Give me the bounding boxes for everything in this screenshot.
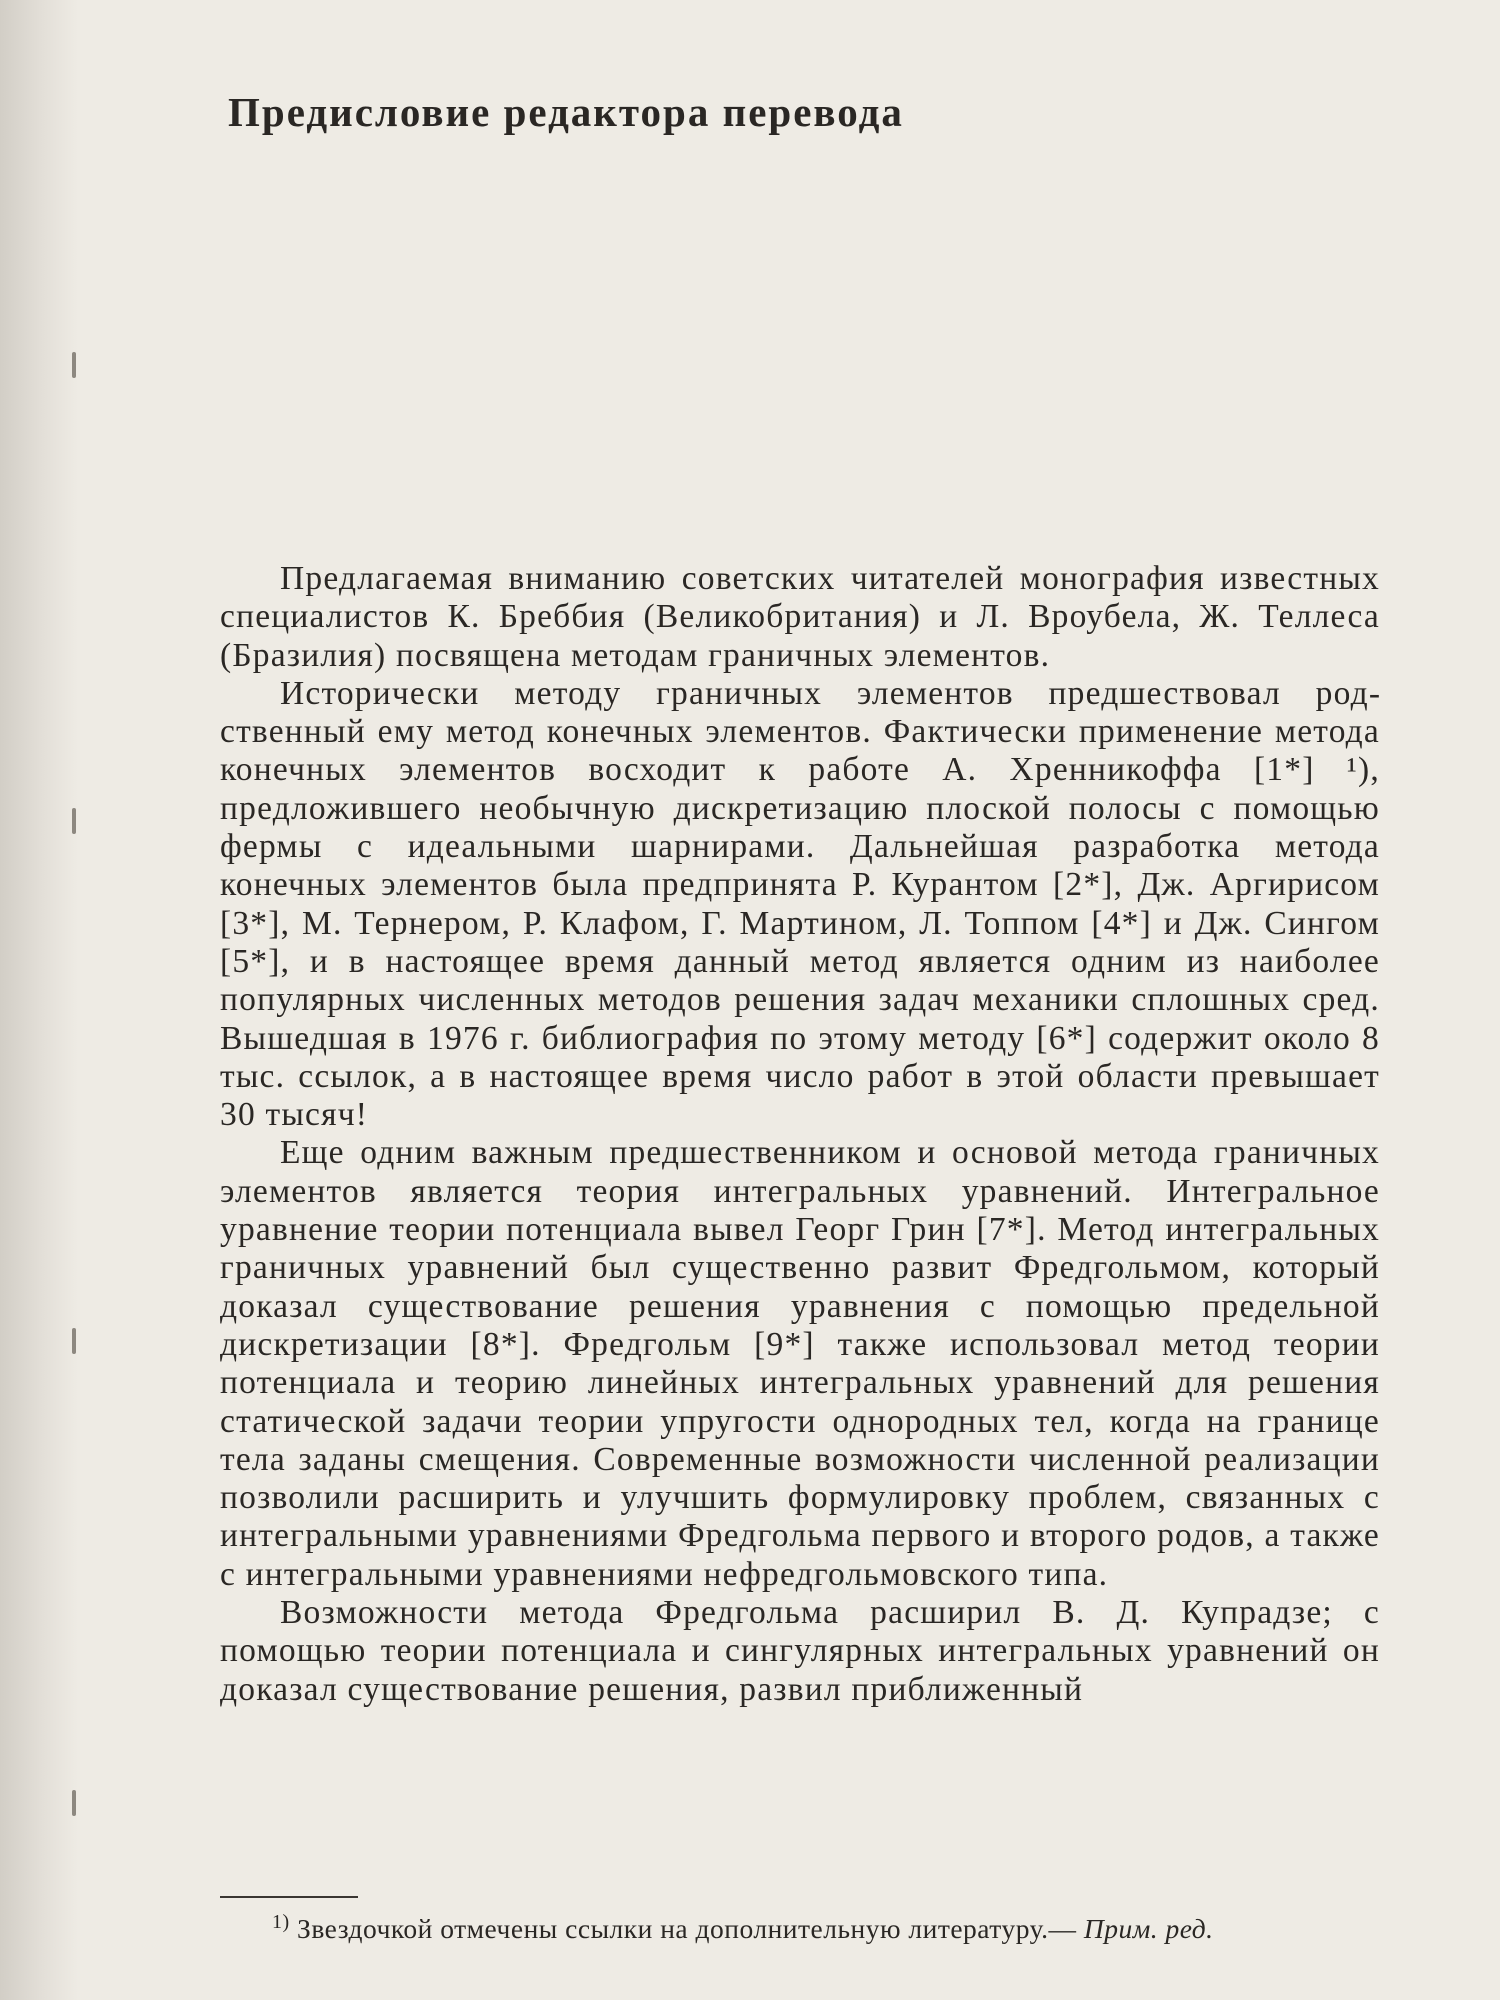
- paragraph-4: Возможности метода Фредгольма расширил В. Д. Купрадзе; с помощью теории потенциала и сингулярных интегральных уравнений он доказал существование решения, развил приближенный: [220, 1594, 1380, 1708]
- binding-stitch: [72, 1328, 76, 1354]
- page-title: Предисловие редактора перевода: [228, 89, 904, 135]
- footnote-text: Звездочкой отмечены ссылки на дополнительную литературу.—: [297, 1913, 1077, 1945]
- binding-stitch: [72, 1790, 76, 1816]
- paragraph-2: Исторически методу граничных элементов предшествовал родственный ему метод конечных элементов. Фактически применение метода конечных элементов восходит к работе А. Хренникоффа [1*] ¹), предложившего необычную дискретизацию плоской полосы с помощью фермы с идеальными шарнирами. Дальнейшая разработка метода конечных элементов была предпринята Р. Курантом [2*], Дж. Аргирисом [3*], М. Тернером, Р. Клафом, Г. Мартином, Л. Топпом [4*] и Дж. Сингом [5*], и в настоящее время данный метод является одним из наиболее популярных численных методов решения задач механики сплошных сред. Вышедшая в 1976 г. библиография по этому методу [6*] содержит около 8 тыс. ссылок, а в настоящее время число работ в этой области превышает 30 тысяч!: [220, 674, 1380, 1134]
- footnote-divider: [220, 1896, 358, 1898]
- footnote: [272, 1911, 1392, 1945]
- footnote-editor-remark: Прим. ред.: [1083, 1913, 1214, 1945]
- binding-stitch: [72, 352, 76, 378]
- binding-stitch: [72, 808, 76, 834]
- paragraph-3: Еще одним важным предшественником и основой метода граничных элементов является теория интегральных уравнений. Интегральное уравнение теории потенциала вывел Георг Грин [7*]. Метод интегральных граничных уравнений был существенно развит Фредгольмом, который доказал существование решения уравнения с помощью предельной дискретизации [8*]. Фредгольм [9*] также использовал метод теории потенциала и теорию линейных интегральных уравнений для решения статической задачи теории упругости однородных тел, когда на границе тела заданы смещения. Современные возможности численной реализации позволили расширить и улучшить формулировку проблем, связанных с интегральными уравнениями Фредгольма первого и второго родов, а также с интегральными уравнениями нефредгольмовского типа.: [220, 1134, 1380, 1593]
- paragraph-1: Предлагаемая вниманию советских читателей монография известных специалистов К. Бреббия (Великобритания) и Л. Вроубела, Ж. Теллеса (Бразилия) посвящена методам граничных элементов.: [220, 560, 1380, 674]
- body-text: [220, 560, 1380, 1709]
- page-gutter-shadow: [0, 0, 78, 2000]
- book-page: [220, 0, 1380, 2000]
- footnote-marker: 1): [272, 1911, 290, 1933]
